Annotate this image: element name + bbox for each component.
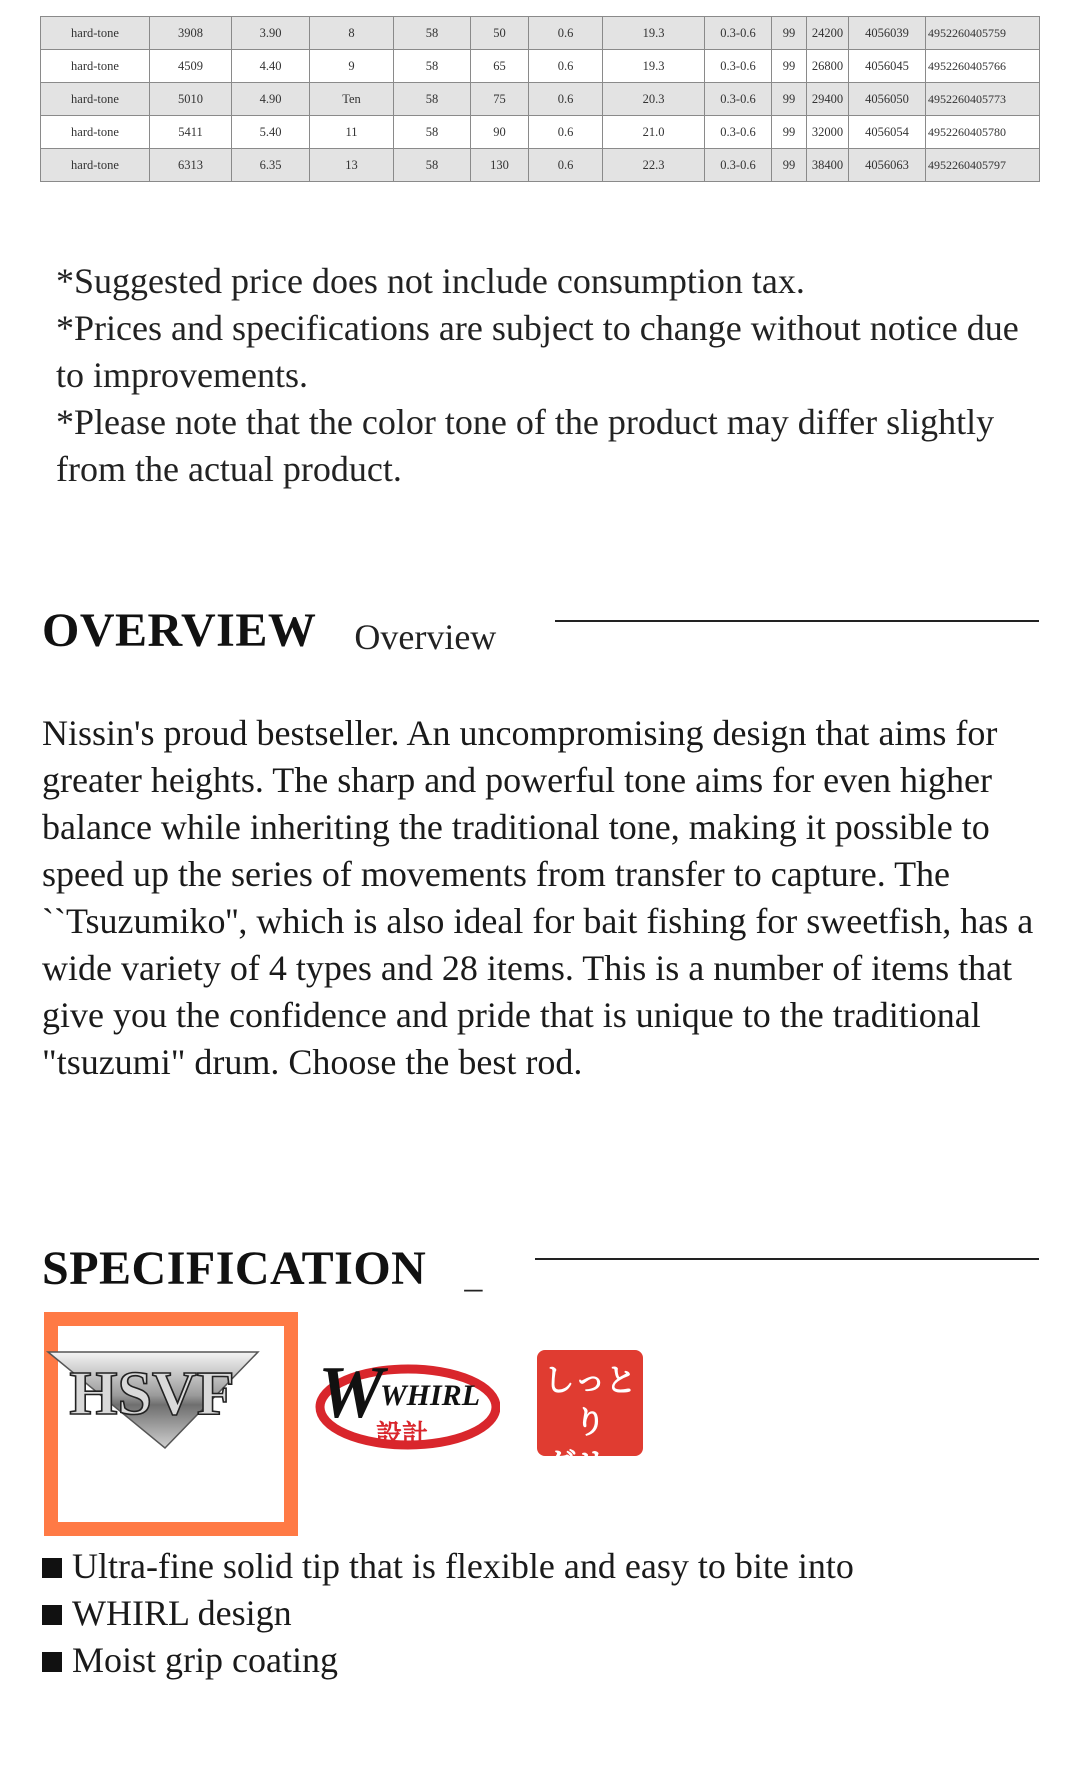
table-cell: 0.3-0.6 xyxy=(705,50,772,83)
table-cell: 5411 xyxy=(150,116,232,149)
hsvf-logo xyxy=(40,1330,265,1470)
feature-list xyxy=(42,1543,1042,1684)
overview-title: OVERVIEW xyxy=(42,604,317,657)
note-color: *Please note that the color tone of the product may differ slightly from the actual product. xyxy=(56,402,995,489)
price-notes xyxy=(56,258,1046,493)
table-cell: 4.40 xyxy=(232,50,310,83)
table-cell: hard-tone xyxy=(41,50,150,83)
table-cell: 21.0 xyxy=(603,116,705,149)
table-cell: 99 xyxy=(772,17,807,50)
table-row xyxy=(41,83,1040,116)
table-cell: 6313 xyxy=(150,149,232,182)
table-cell: 29400 xyxy=(807,83,849,116)
table-cell: 4056063 xyxy=(849,149,926,182)
table-cell: 58 xyxy=(394,50,471,83)
table-cell: 4952260405780 xyxy=(926,116,1040,149)
table-cell: 4056039 xyxy=(849,17,926,50)
table-cell: 19.3 xyxy=(603,50,705,83)
grip-logo-line2: グリップ xyxy=(544,1447,636,1525)
spec-table-container xyxy=(40,16,1039,182)
table-cell: 8 xyxy=(310,17,394,50)
table-cell: 13 xyxy=(310,149,394,182)
table-row xyxy=(41,149,1040,182)
table-cell: 4509 xyxy=(150,50,232,83)
table-cell: 4056050 xyxy=(849,83,926,116)
table-cell: hard-tone xyxy=(41,83,150,116)
table-cell: 4056054 xyxy=(849,116,926,149)
table-cell: 99 xyxy=(772,149,807,182)
table-cell: 58 xyxy=(394,116,471,149)
specification-heading xyxy=(42,1242,483,1295)
spec-table xyxy=(40,16,1040,182)
table-cell: 130 xyxy=(471,149,529,182)
overview-body: Nissin's proud bestseller. An uncompromising design that aims for greater heights. The sharp and powerful tone aims for even higher balance while inheriting the traditional tone, making it possible to speed up the series of movements from transfer to capture. The ``Tsuzumiko'', which is also ideal for bait fishing for sweetfish, has a wide variety of 4 types and 28 items. This is a number of items that give you the confidence and pride that is unique to the traditional "tsuzumi" drum. Choose the best rod. xyxy=(42,713,1034,1082)
table-cell: 22.3 xyxy=(603,149,705,182)
table-cell: 3908 xyxy=(150,17,232,50)
table-cell: 0.6 xyxy=(529,17,603,50)
table-cell: 11 xyxy=(310,116,394,149)
table-cell: 58 xyxy=(394,17,471,50)
grip-logo-line1: しっとり xyxy=(543,1363,637,1441)
whirl-logo-subtext: 設計 xyxy=(376,1420,429,1450)
table-cell: 4056045 xyxy=(849,50,926,83)
table-cell: 99 xyxy=(772,83,807,116)
square-bullet-icon xyxy=(42,1605,62,1625)
whirl-logo xyxy=(310,1345,500,1465)
table-cell: 4952260405773 xyxy=(926,83,1040,116)
list-item: Moist grip coating xyxy=(42,1637,1042,1684)
list-item: WHIRL design xyxy=(42,1590,1042,1637)
table-cell: hard-tone xyxy=(41,17,150,50)
table-cell: 4952260405797 xyxy=(926,149,1040,182)
table-cell: 5.40 xyxy=(232,116,310,149)
table-row xyxy=(41,17,1040,50)
hsvf-logo-text: HSVF xyxy=(69,1360,235,1428)
moist-grip-logo xyxy=(537,1350,643,1525)
table-cell: 0.6 xyxy=(529,116,603,149)
note-tax: *Suggested price does not include consumption tax. xyxy=(56,261,805,301)
table-cell: 58 xyxy=(394,83,471,116)
table-cell: 5010 xyxy=(150,83,232,116)
specification-subtitle: _ xyxy=(464,1255,483,1295)
table-cell: 4.90 xyxy=(232,83,310,116)
overview-subtitle: Overview xyxy=(354,617,497,657)
square-bullet-icon xyxy=(42,1558,62,1578)
list-item: Ultra-fine solid tip that is flexible and easy to bite into xyxy=(42,1543,1042,1590)
specification-title: SPECIFICATION xyxy=(42,1242,427,1295)
overview-divider xyxy=(555,620,1039,622)
table-cell: 90 xyxy=(471,116,529,149)
table-cell: 0.3-0.6 xyxy=(705,116,772,149)
table-cell: 24200 xyxy=(807,17,849,50)
table-cell: 0.3-0.6 xyxy=(705,17,772,50)
table-cell: 38400 xyxy=(807,149,849,182)
table-cell: 50 xyxy=(471,17,529,50)
table-cell: 0.6 xyxy=(529,83,603,116)
table-cell: 4952260405766 xyxy=(926,50,1040,83)
table-cell: 19.3 xyxy=(603,17,705,50)
table-cell: 9 xyxy=(310,50,394,83)
note-change: *Prices and specifications are subject to change without notice due to improvements. xyxy=(56,308,1019,395)
table-cell: hard-tone xyxy=(41,149,150,182)
specification-divider xyxy=(535,1258,1039,1260)
overview-heading xyxy=(42,604,497,657)
table-cell: 0.6 xyxy=(529,50,603,83)
table-cell: 32000 xyxy=(807,116,849,149)
table-cell: 6.35 xyxy=(232,149,310,182)
table-cell: hard-tone xyxy=(41,116,150,149)
whirl-logo-text: WHIRL xyxy=(380,1379,481,1412)
table-cell: 99 xyxy=(772,50,807,83)
table-cell: 4952260405759 xyxy=(926,17,1040,50)
table-cell: 20.3 xyxy=(603,83,705,116)
square-bullet-icon xyxy=(42,1652,62,1672)
table-cell: 26800 xyxy=(807,50,849,83)
table-cell: 58 xyxy=(394,149,471,182)
table-cell: 75 xyxy=(471,83,529,116)
table-row xyxy=(41,116,1040,149)
svg-text:W: W xyxy=(318,1352,384,1434)
table-cell: 65 xyxy=(471,50,529,83)
table-cell: 0.3-0.6 xyxy=(705,83,772,116)
table-row xyxy=(41,50,1040,83)
table-cell: 0.6 xyxy=(529,149,603,182)
table-cell: 3.90 xyxy=(232,17,310,50)
table-cell: 99 xyxy=(772,116,807,149)
table-cell: 0.3-0.6 xyxy=(705,149,772,182)
table-cell: Ten xyxy=(310,83,394,116)
